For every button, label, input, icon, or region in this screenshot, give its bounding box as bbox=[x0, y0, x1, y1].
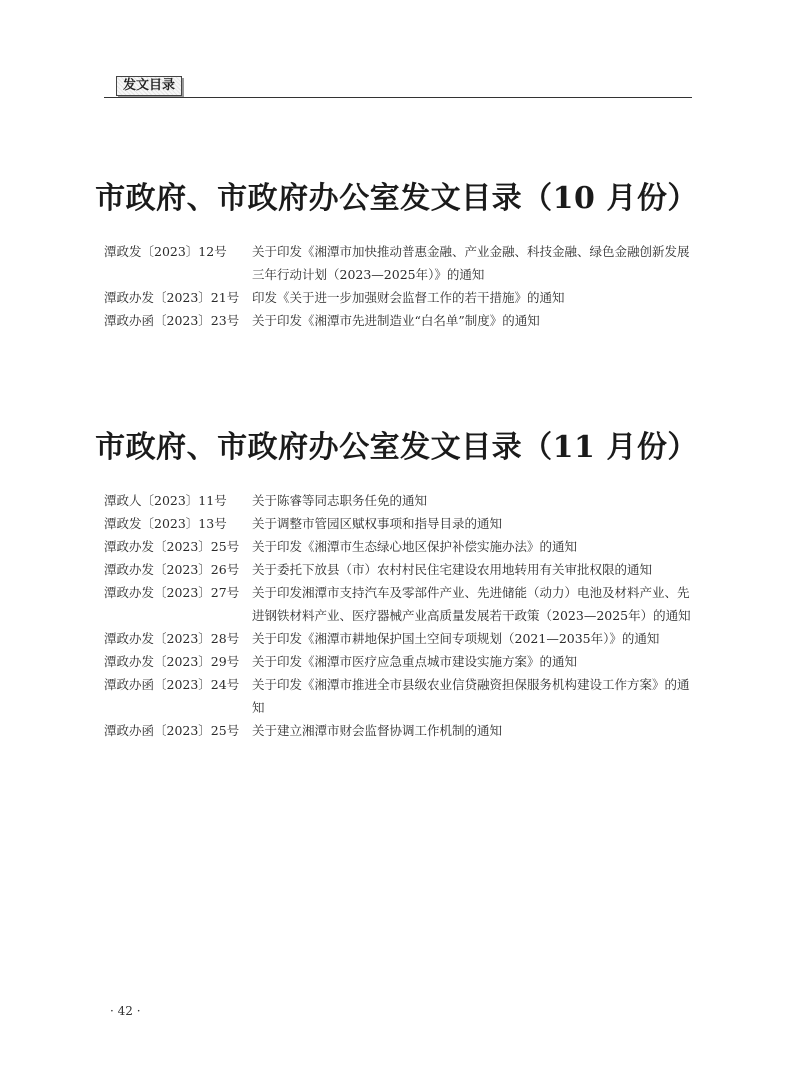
document-title: 关于委托下放县（市）农村村民住宅建设农用地转用有关审批权限的通知 bbox=[252, 562, 653, 577]
document-number: 潭政办函〔2023〕25号 bbox=[104, 723, 240, 738]
section-tag: 发文目录 bbox=[116, 76, 182, 96]
document-number: 潭政发〔2023〕13号 bbox=[104, 516, 227, 531]
document-title: 关于印发《湘潭市先进制造业“白名单”制度》的通知 bbox=[252, 313, 540, 328]
list-item bbox=[104, 558, 694, 581]
document-number: 潭政办发〔2023〕25号 bbox=[104, 539, 240, 554]
document-title: 关于印发《湘潭市推进全市县级农业信贷融资担保服务机构建设工作方案》的通知 bbox=[252, 677, 690, 715]
document-number: 潭政办函〔2023〕24号 bbox=[104, 677, 240, 692]
document-title: 关于印发湘潭市支持汽车及零部件产业、先进储能（动力）电池及材料产业、先进钢铁材料产业、医疗器械产业高质量发展若干政策（2023—2025年）的通知 bbox=[252, 585, 691, 623]
header-divider bbox=[104, 97, 692, 98]
list-item bbox=[104, 535, 694, 558]
list-item bbox=[104, 240, 694, 286]
document-number: 潭政办发〔2023〕28号 bbox=[104, 631, 240, 646]
list-item bbox=[104, 673, 694, 719]
document-number: 潭政办发〔2023〕29号 bbox=[104, 654, 240, 669]
document-title: 关于建立湘潭市财会监督协调工作机制的通知 bbox=[252, 723, 503, 738]
document-title: 关于印发《湘潭市加快推动普惠金融、产业金融、科技金融、绿色金融创新发展三年行动计划（2023—2025年）》的通知 bbox=[252, 244, 690, 282]
list-item bbox=[104, 309, 694, 332]
document-number: 潭政人〔2023〕11号 bbox=[104, 493, 227, 508]
document-number: 潭政办函〔2023〕23号 bbox=[104, 313, 240, 328]
list-item bbox=[104, 650, 694, 673]
list-item bbox=[104, 581, 694, 627]
document-list-october bbox=[104, 240, 694, 332]
list-item bbox=[104, 627, 694, 650]
section-title-october: 市政府、市政府办公室发文目录（10 月份） bbox=[95, 181, 698, 216]
section-title-november: 市政府、市政府办公室发文目录（11 月份） bbox=[95, 430, 698, 465]
list-item bbox=[104, 512, 694, 535]
document-title: 印发《关于进一步加强财会监督工作的若干措施》的通知 bbox=[252, 290, 565, 305]
document-title: 关于印发《湘潭市生态绿心地区保护补偿实施办法》的通知 bbox=[252, 539, 578, 554]
document-list-november bbox=[104, 489, 694, 742]
page-number: · 42 · bbox=[110, 1004, 141, 1018]
document-number: 潭政办发〔2023〕26号 bbox=[104, 562, 240, 577]
list-item bbox=[104, 719, 694, 742]
document-title: 关于印发《湘潭市耕地保护国土空间专项规划（2021—2035年）》的通知 bbox=[252, 631, 660, 646]
document-title: 关于调整市管园区赋权事项和指导目录的通知 bbox=[252, 516, 503, 531]
document-number: 潭政办发〔2023〕21号 bbox=[104, 290, 240, 305]
document-number: 潭政发〔2023〕12号 bbox=[104, 244, 227, 259]
document-title: 关于印发《湘潭市医疗应急重点城市建设实施方案》的通知 bbox=[252, 654, 578, 669]
list-item bbox=[104, 286, 694, 309]
document-title: 关于陈睿等同志职务任免的通知 bbox=[252, 493, 428, 508]
document-number: 潭政办发〔2023〕27号 bbox=[104, 585, 240, 600]
list-item bbox=[104, 489, 694, 512]
